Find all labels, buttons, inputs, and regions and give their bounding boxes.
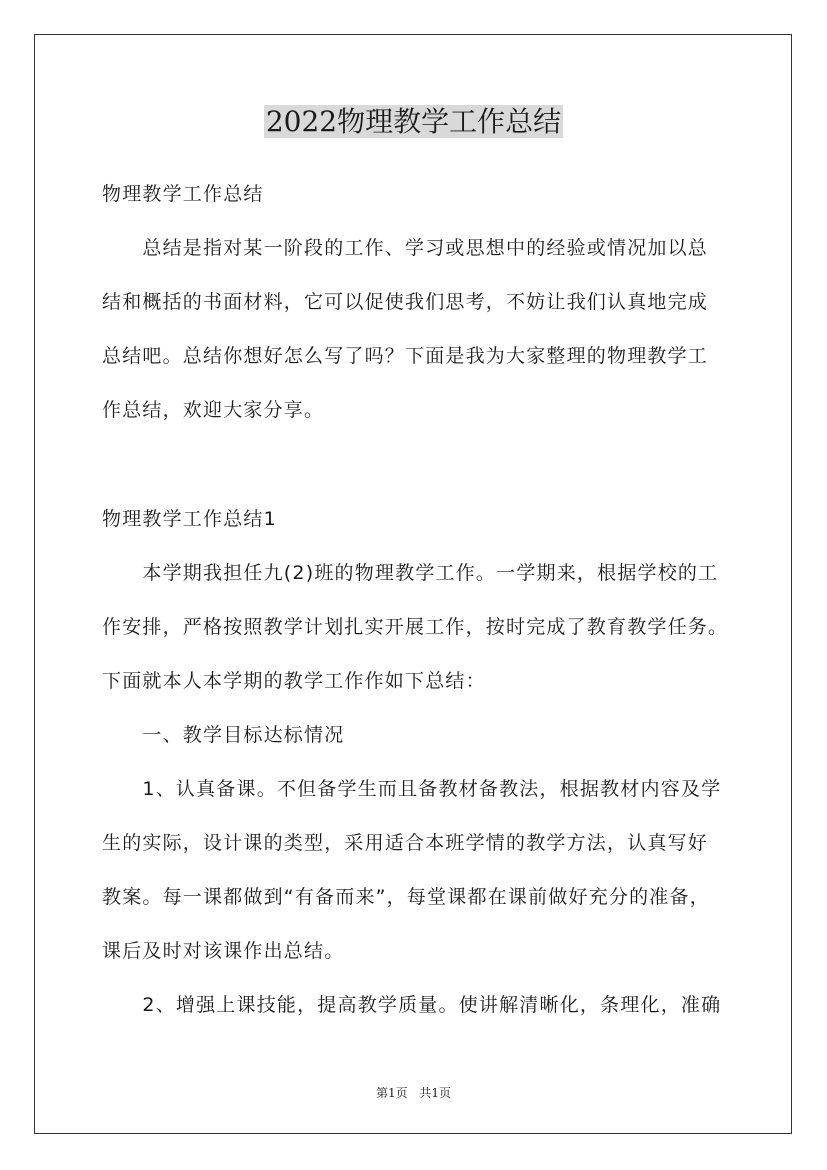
page-total: 共1页	[419, 1086, 452, 1100]
page-number: 第1页	[375, 1086, 408, 1100]
paragraph-line: 生的实际，设计课的类型，采用适合本班学情的教学方法，认真写好	[102, 832, 709, 854]
paragraph-line: 总结是指对某一阶段的工作、学习或思想中的经验或情况加以总	[102, 237, 709, 259]
paragraph-line: 1、认真备课。不但备学生而且备教材备教法，根据教材内容及学	[102, 778, 722, 800]
paragraph-line: 课后及时对该课作出总结。	[102, 940, 345, 962]
paragraph-line: 作总结，欢迎大家分享。	[102, 399, 325, 421]
document-title-text: 2022物理教学工作总结	[265, 105, 562, 138]
paragraph-line: 本学期我担任九(2)班的物理教学工作。一学期来，根据学校的工	[102, 562, 719, 584]
paragraph-line: 2、增强上课技能，提高教学质量。使讲解清晰化，条理化，准确	[102, 994, 722, 1016]
page-footer	[0, 1085, 827, 1101]
subtitle-line: 物理教学工作总结	[102, 183, 264, 205]
paragraph-line: 结和概括的书面材料，它可以促使我们思考，不妨让我们认真地完成	[102, 291, 709, 313]
subheading-line: 一、教学目标达标情况	[102, 724, 345, 746]
section-heading: 物理教学工作总结1	[102, 508, 277, 530]
document-title	[0, 102, 827, 142]
paragraph-line: 教案。每一课都做到“有备而来”，每堂课都在课前做好充分的准备，	[102, 886, 710, 908]
paragraph-line: 作安排，严格按照教学计划扎实开展工作，按时完成了教育教学任务。	[102, 616, 729, 638]
paragraph-line: 下面就本人本学期的教学工作作如下总结：	[102, 670, 486, 692]
paragraph-line: 总结吧。总结你想好怎么写了吗？下面是我为大家整理的物理教学工	[102, 345, 709, 367]
